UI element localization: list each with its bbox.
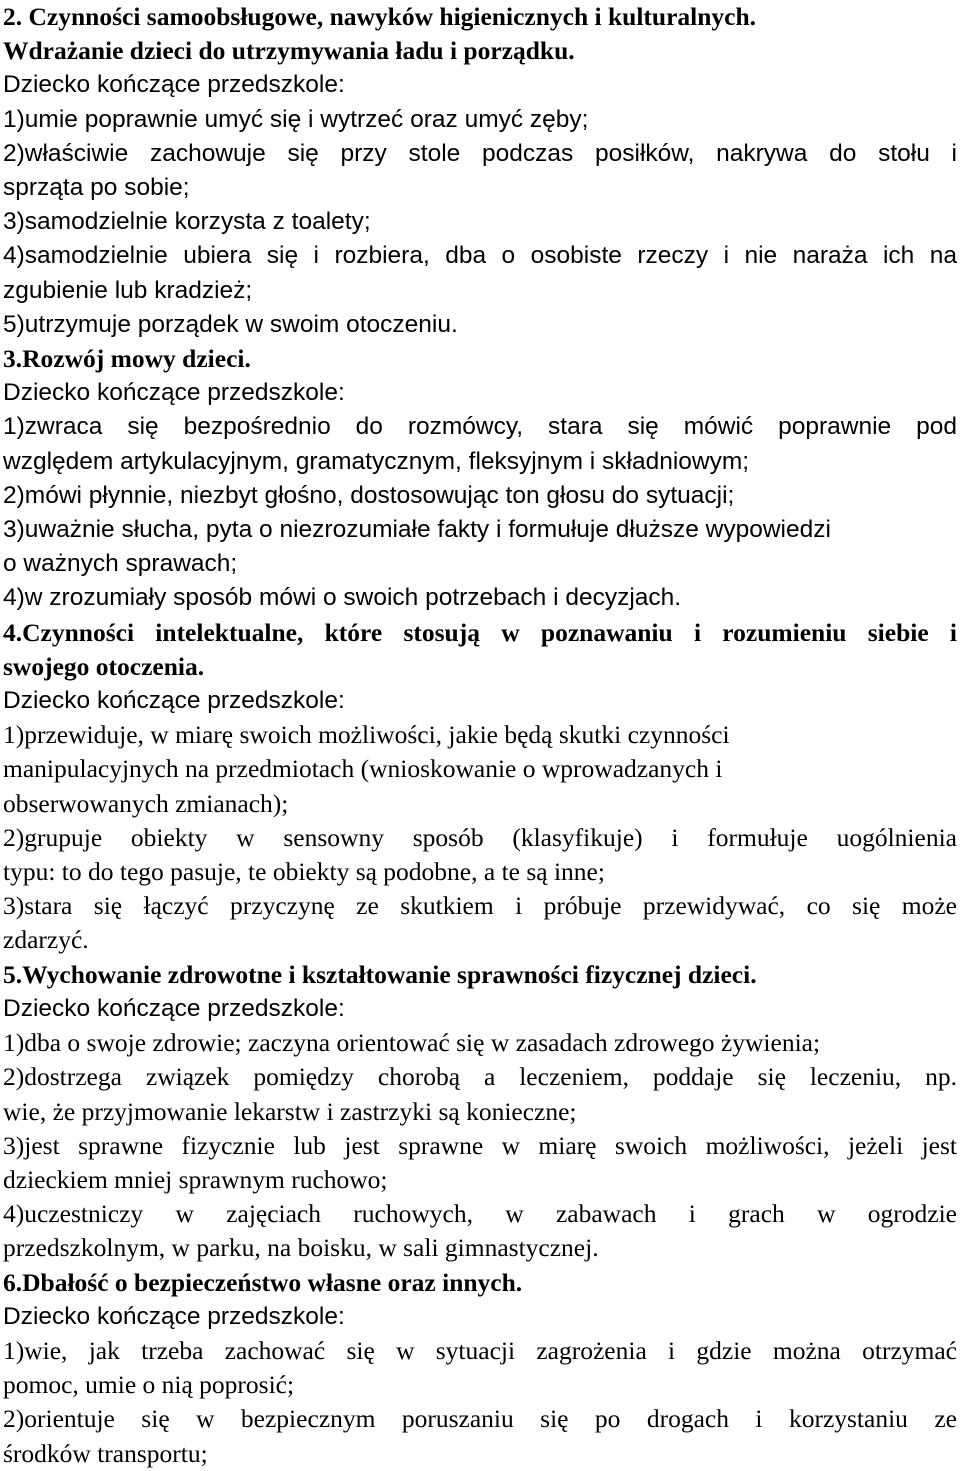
document-section — [3, 342, 957, 616]
text-line: 3)stara się łączyć przyczynę ze skutkiem i próbuje przewidywać, co się może — [3, 891, 957, 921]
text-line: 2)dostrzega związek pomiędzy chorobą a leczeniem, poddaje się leczeniu, np. — [3, 1062, 957, 1092]
text-line: Dziecko kończące przedszkole: — [3, 71, 345, 99]
section-heading: swojego otoczenia. — [3, 651, 205, 681]
text-line: o ważnych sprawach; — [3, 550, 238, 578]
text-line: 1)umie poprawnie umyć się i wytrzeć oraz umyć zęby; — [3, 105, 589, 133]
text-line: 2)orientuje się w bezpiecznym poruszaniu się po drogach i korzystaniu ze — [3, 1404, 957, 1434]
text-line: wie, że przyjmowanie lekarstw i zastrzyki są konieczne; — [3, 1096, 577, 1126]
text-line: 3)jest sprawne fizycznie lub jest sprawne w miarę swoich możliwości, jeżeli jest — [3, 1130, 957, 1160]
text-line: 5)utrzymuje porządek w swoim otoczeniu. — [3, 310, 458, 338]
text-line: względem artykulacyjnym, gramatycznym, fleksyjnym i składniowym; — [3, 447, 750, 475]
text-line: Dziecko kończące przedszkole: — [3, 1302, 345, 1330]
text-line: 1)wie, jak trzeba zachować się w sytuacji zagrożenia i gdzie można otrzymać — [3, 1335, 957, 1365]
text-line: 4)w zrozumiały sposób mówi o swoich potrzebach i decyzjach. — [3, 584, 682, 612]
text-line: zgubienie lub kradzież; — [3, 276, 253, 304]
document-section — [3, 958, 957, 1266]
text-line: typu: to do tego pasuje, te obiekty są podobne, a te są inne; — [3, 857, 605, 887]
text-line: obserwowanych zmianach); — [3, 788, 289, 818]
text-line: Dziecko kończące przedszkole: — [3, 994, 345, 1022]
text-line: 2)grupuje obiekty w sensowny sposób (klasyfikuje) i formułuje uogólnienia — [3, 822, 957, 852]
document-section — [3, 1266, 957, 1471]
text-line: Dziecko kończące przedszkole: — [3, 379, 345, 407]
text-line: dzieckiem mniej sprawnym ruchowo; — [3, 1164, 388, 1194]
section-heading: 2. Czynności samoobsługowe, nawyków higienicznych i kulturalnych. — [3, 2, 757, 31]
text-line: 1)przewiduje, w miarę swoich możliwości, jakie będą skutki czynności — [3, 720, 730, 750]
text-line: pomoc, umie o nią poprosić; — [3, 1370, 295, 1400]
text-line: 1)zwraca się bezpośrednio do rozmówcy, stara się mówić poprawnie pod — [3, 413, 957, 441]
section-heading: 4.Czynności intelektualne, które stosują w poznawaniu i rozumieniu siebie i — [3, 617, 957, 647]
text-line: środków transportu; — [3, 1438, 208, 1468]
text-line: 1)dba o swoje zdrowie; zaczyna orientować się w zasadach zdrowego żywienia; — [3, 1028, 821, 1058]
text-line: 4)uczestniczy w zajęciach ruchowych, w zabawach i grach w ogrodzie — [3, 1199, 957, 1229]
text-line: 3)uważnie słucha, pyta o niezrozumiałe fakty i formułuje dłuższe wypowiedzi — [3, 516, 831, 544]
text-line: 2)mówi płynnie, niezbyt głośno, dostosowując ton głosu do sytuacji; — [3, 481, 735, 509]
section-heading: 3.Rozwój mowy dzieci. — [3, 344, 251, 374]
text-line: manipulacyjnych na przedmiotach (wnioskowanie o wprowadzanych i — [3, 754, 723, 784]
section-heading: Wdrażanie dzieci do utrzymywania ładu i porządku. — [3, 36, 575, 66]
text-line: 3)samodzielnie korzysta z toalety; — [3, 208, 371, 236]
text-line: Dziecko kończące przedszkole: — [3, 687, 345, 715]
section-heading: 6.Dbałość o bezpieczeństwo własne oraz innych. — [3, 1267, 523, 1297]
text-line: przedszkolnym, w parku, na boisku, w sali gimnastycznej. — [3, 1233, 599, 1263]
text-line: sprząta po sobie; — [3, 174, 190, 202]
section-heading: 5.Wychowanie zdrowotne i kształtowanie sprawności fizycznej dzieci. — [3, 959, 757, 989]
document-section — [3, 616, 957, 958]
document-section — [3, 0, 957, 342]
text-line: 2)właściwie zachowuje się przy stole podczas posiłków, nakrywa do stołu i — [3, 139, 957, 167]
text-line: 4)samodzielnie ubiera się i rozbiera, dba o osobiste rzeczy i nie naraża ich na — [3, 242, 957, 270]
text-line: zdarzyć. — [3, 925, 89, 955]
